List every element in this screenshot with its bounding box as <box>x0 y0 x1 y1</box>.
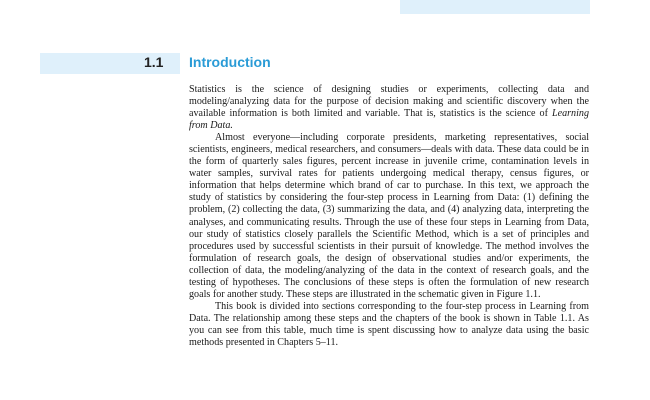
body-text <box>189 84 589 349</box>
header-tab-band <box>400 0 590 14</box>
section-number: 1.1 <box>144 54 164 70</box>
paragraph-1-text: Statistics is the science of designing studies or experiments, collecting data and modeling/analyzing data for the purpose of decision making and scientific discovery when the available information is both limited and variable. That is, statistics is the science of <box>189 84 589 120</box>
section-title: Introduction <box>189 54 271 70</box>
paragraph-1 <box>189 84 589 132</box>
emphasized-term: Learning from Data. <box>189 108 589 132</box>
paragraph-2: Almost everyone—including corporate presidents, marketing representatives, social scientists, engineers, medical researchers, and consumers—deals with data. These data could be in the form of quarterly sales figures, percent increase in juvenile crime, contamination levels in water samples, survival rates for patients undergoing medical therapy, census figures, or information that helps determine which brand of car to purchase. In this text, we approach the study of statistics by considering the four-step process in Learning from Data: (1) defining the problem, (2) collecting the data, (3) summarizing the data, and (4) analyzing data, interpreting the analyses, and communicating results. Through the use of these four steps in Learning from Data, our study of statistics closely parallels the Scientific Method, which is a set of principles and procedures used by successful scientists in their pursuit of knowledge. The method involves the formulation of research goals, the design of observational studies and/or experiments, the collection of data, the modeling/analyzing of the data in the context of research goals, and the testing of hypotheses. The conclusions of these steps is often the formulation of new research goals for another study. These steps are illustrated in the schematic given in Figure 1.1. <box>189 132 589 300</box>
paragraph-3: This book is divided into sections corresponding to the four-step process in Learning from Data. The relationship among these steps and the chapters of the book is shown in Table 1.1. As you can see from this table, much time is spent discussing how to analyze data using the basic methods presented in Chapters 5–11. <box>189 300 589 348</box>
